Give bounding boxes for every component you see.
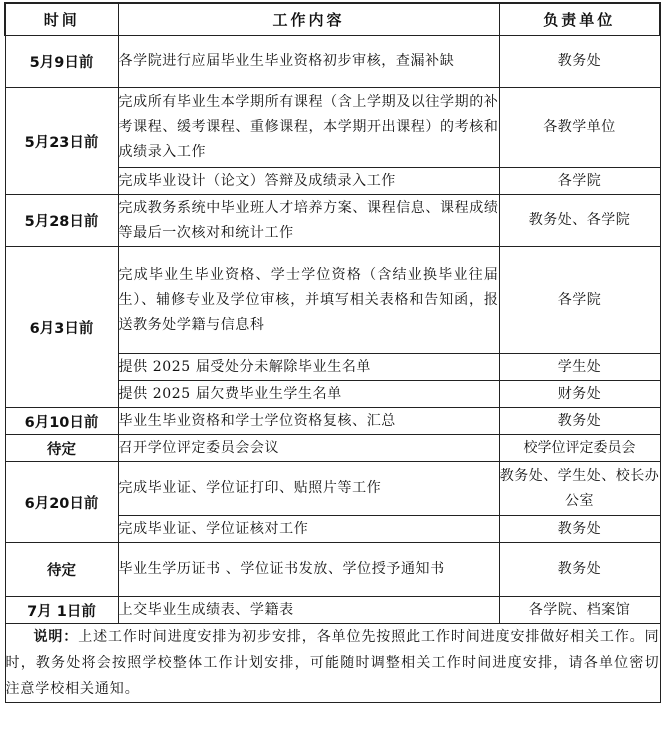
table-row	[5, 408, 660, 435]
note-cell	[5, 624, 660, 703]
table-row	[5, 462, 660, 516]
content-cell: 完成毕业设计（论文）答辩及成绩录入工作	[118, 168, 499, 195]
header-unit: 负责单位	[499, 3, 660, 36]
content-cell: 完成毕业生毕业资格、学士学位资格（含结业换毕业往届生）、辅修专业及学位审核，并填写相关表格和告知函，报送教务处学籍与信息科	[118, 247, 499, 354]
unit-cell: 学生处	[499, 354, 660, 381]
table-row	[5, 543, 660, 597]
content-cell: 各学院进行应届毕业生毕业资格初步审核，查漏补缺	[118, 36, 499, 88]
content-cell: 提供 2025 届受处分未解除毕业生名单	[118, 354, 499, 381]
table-row	[5, 435, 660, 462]
content-cell: 提供 2025 届欠费毕业生学生名单	[118, 381, 499, 408]
header-content: 工作内容	[118, 3, 499, 36]
table-row	[5, 88, 660, 168]
content-cell: 完成所有毕业生本学期所有课程（含上学期及以往学期的补考课程、缓考课程、重修课程，本学期开出课程）的考核和成绩录入工作	[118, 88, 499, 168]
content-cell: 毕业生学历证书 、学位证书发放、学位授予通知书	[118, 543, 499, 597]
unit-cell: 校学位评定委员会	[499, 435, 660, 462]
unit-cell: 教务处、各学院	[499, 195, 660, 247]
time-cell: 待定	[5, 543, 118, 597]
time-cell: 待定	[5, 435, 118, 462]
table-row	[5, 247, 660, 354]
table-row	[5, 597, 660, 624]
unit-cell: 各学院、档案馆	[499, 597, 660, 624]
header-time: 时间	[5, 3, 118, 36]
time-cell: 6月10日前	[5, 408, 118, 435]
time-cell: 6月3日前	[5, 247, 118, 408]
table-row	[5, 36, 660, 88]
note-label: 说明：	[33, 629, 79, 645]
time-cell: 5月9日前	[5, 36, 118, 88]
unit-cell: 各教学单位	[499, 88, 660, 168]
time-cell: 7月 1日前	[5, 597, 118, 624]
content-cell: 毕业生毕业资格和学士学位资格复核、汇总	[118, 408, 499, 435]
note-text: 上述工作时间进度安排为初步安排，各单位先按照此工作时间进度安排做好相关工作。同时，教务处将会按照学校整体工作计划安排，可能随时调整相关工作时间进度安排，请各单位密切注意学校相关通知。	[5, 629, 660, 697]
unit-cell: 教务处	[499, 516, 660, 543]
unit-cell: 财务处	[499, 381, 660, 408]
table-row	[5, 195, 660, 247]
unit-cell: 教务处	[499, 543, 660, 597]
unit-cell: 各学院	[499, 168, 660, 195]
header-row	[5, 3, 660, 36]
content-cell: 完成毕业证、学位证核对工作	[118, 516, 499, 543]
unit-cell: 教务处、学生处、校长办公室	[499, 462, 660, 516]
content-cell: 上交毕业生成绩表、学籍表	[118, 597, 499, 624]
time-cell: 5月23日前	[5, 88, 118, 195]
unit-cell: 教务处	[499, 408, 660, 435]
schedule-table	[4, 2, 661, 703]
content-cell: 完成毕业证、学位证打印、贴照片等工作	[118, 462, 499, 516]
content-cell: 召开学位评定委员会会议	[118, 435, 499, 462]
note-row	[5, 624, 660, 703]
time-cell: 6月20日前	[5, 462, 118, 543]
content-cell: 完成教务系统中毕业班人才培养方案、课程信息、课程成绩等最后一次核对和统计工作	[118, 195, 499, 247]
unit-cell: 教务处	[499, 36, 660, 88]
time-cell: 5月28日前	[5, 195, 118, 247]
unit-cell: 各学院	[499, 247, 660, 354]
